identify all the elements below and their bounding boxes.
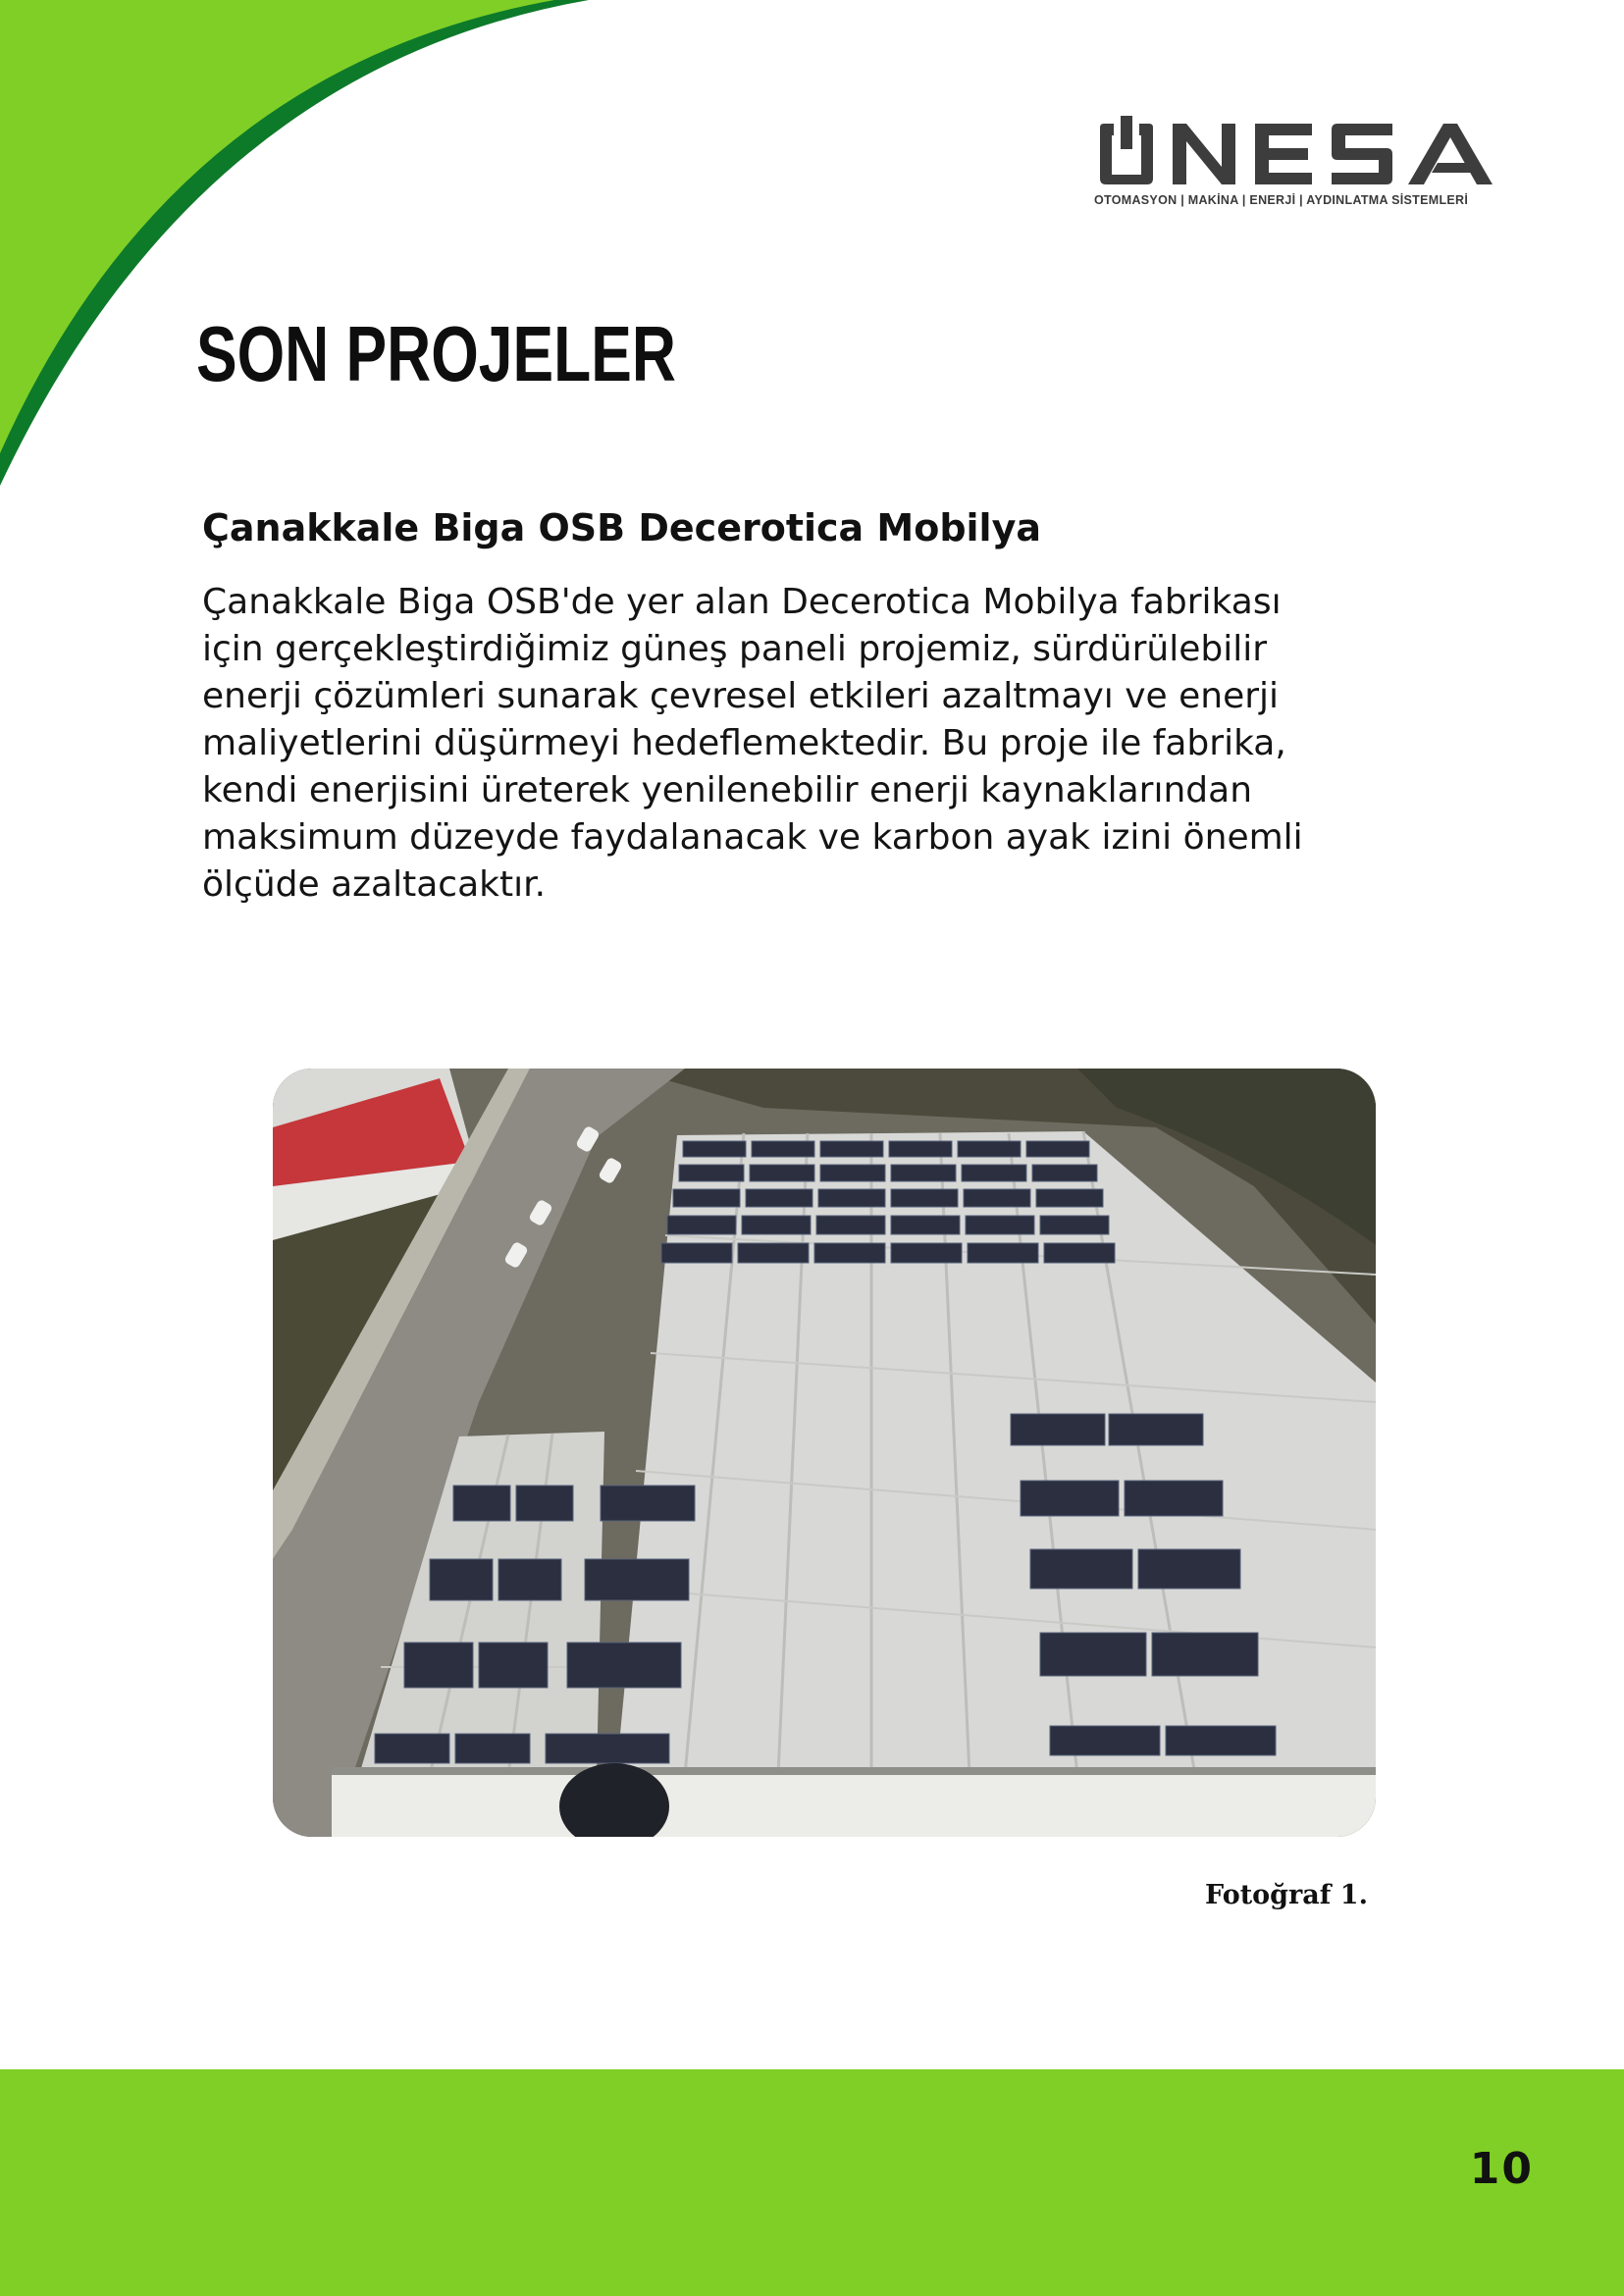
logo-tagline: OTOMASYON | MAKİNA | ENERJİ | AYDINLATMA SİSTEMLERİ — [1094, 193, 1469, 207]
project-title: Çanakkale Biga OSB Decerotica Mobilya — [202, 506, 1041, 549]
project-description: Çanakkale Biga OSB'de yer alan Decerotica Mobilya fabrikası için gerçekleştirdiğimiz güneş paneli projemiz, sürdürülebilir enerji çözümleri sunarak çevresel etkileri azaltmayı ve enerji maliyetlerini düşürmeyi hedeflemektedir. Bu proje ile fabrika, kendi enerjisini üreterek yenilenebilir enerji kaynaklarından maksimum düzeyde faydalanacak ve karbon ayak izini önemli ölçüde azaltacaktır. — [202, 582, 1303, 905]
power-icon — [1100, 116, 1153, 184]
brand-logo — [1092, 116, 1511, 214]
corner-arc-decoration — [0, 0, 608, 491]
project-photo — [273, 1069, 1376, 1837]
logo-wordmark — [1092, 116, 1511, 188]
page-number: 10 — [1469, 2144, 1534, 2194]
section-title: SON PROJELER — [196, 310, 676, 397]
footer-band — [0, 2069, 1624, 2296]
photo-caption: Fotoğraf 1. — [1205, 1880, 1368, 1910]
